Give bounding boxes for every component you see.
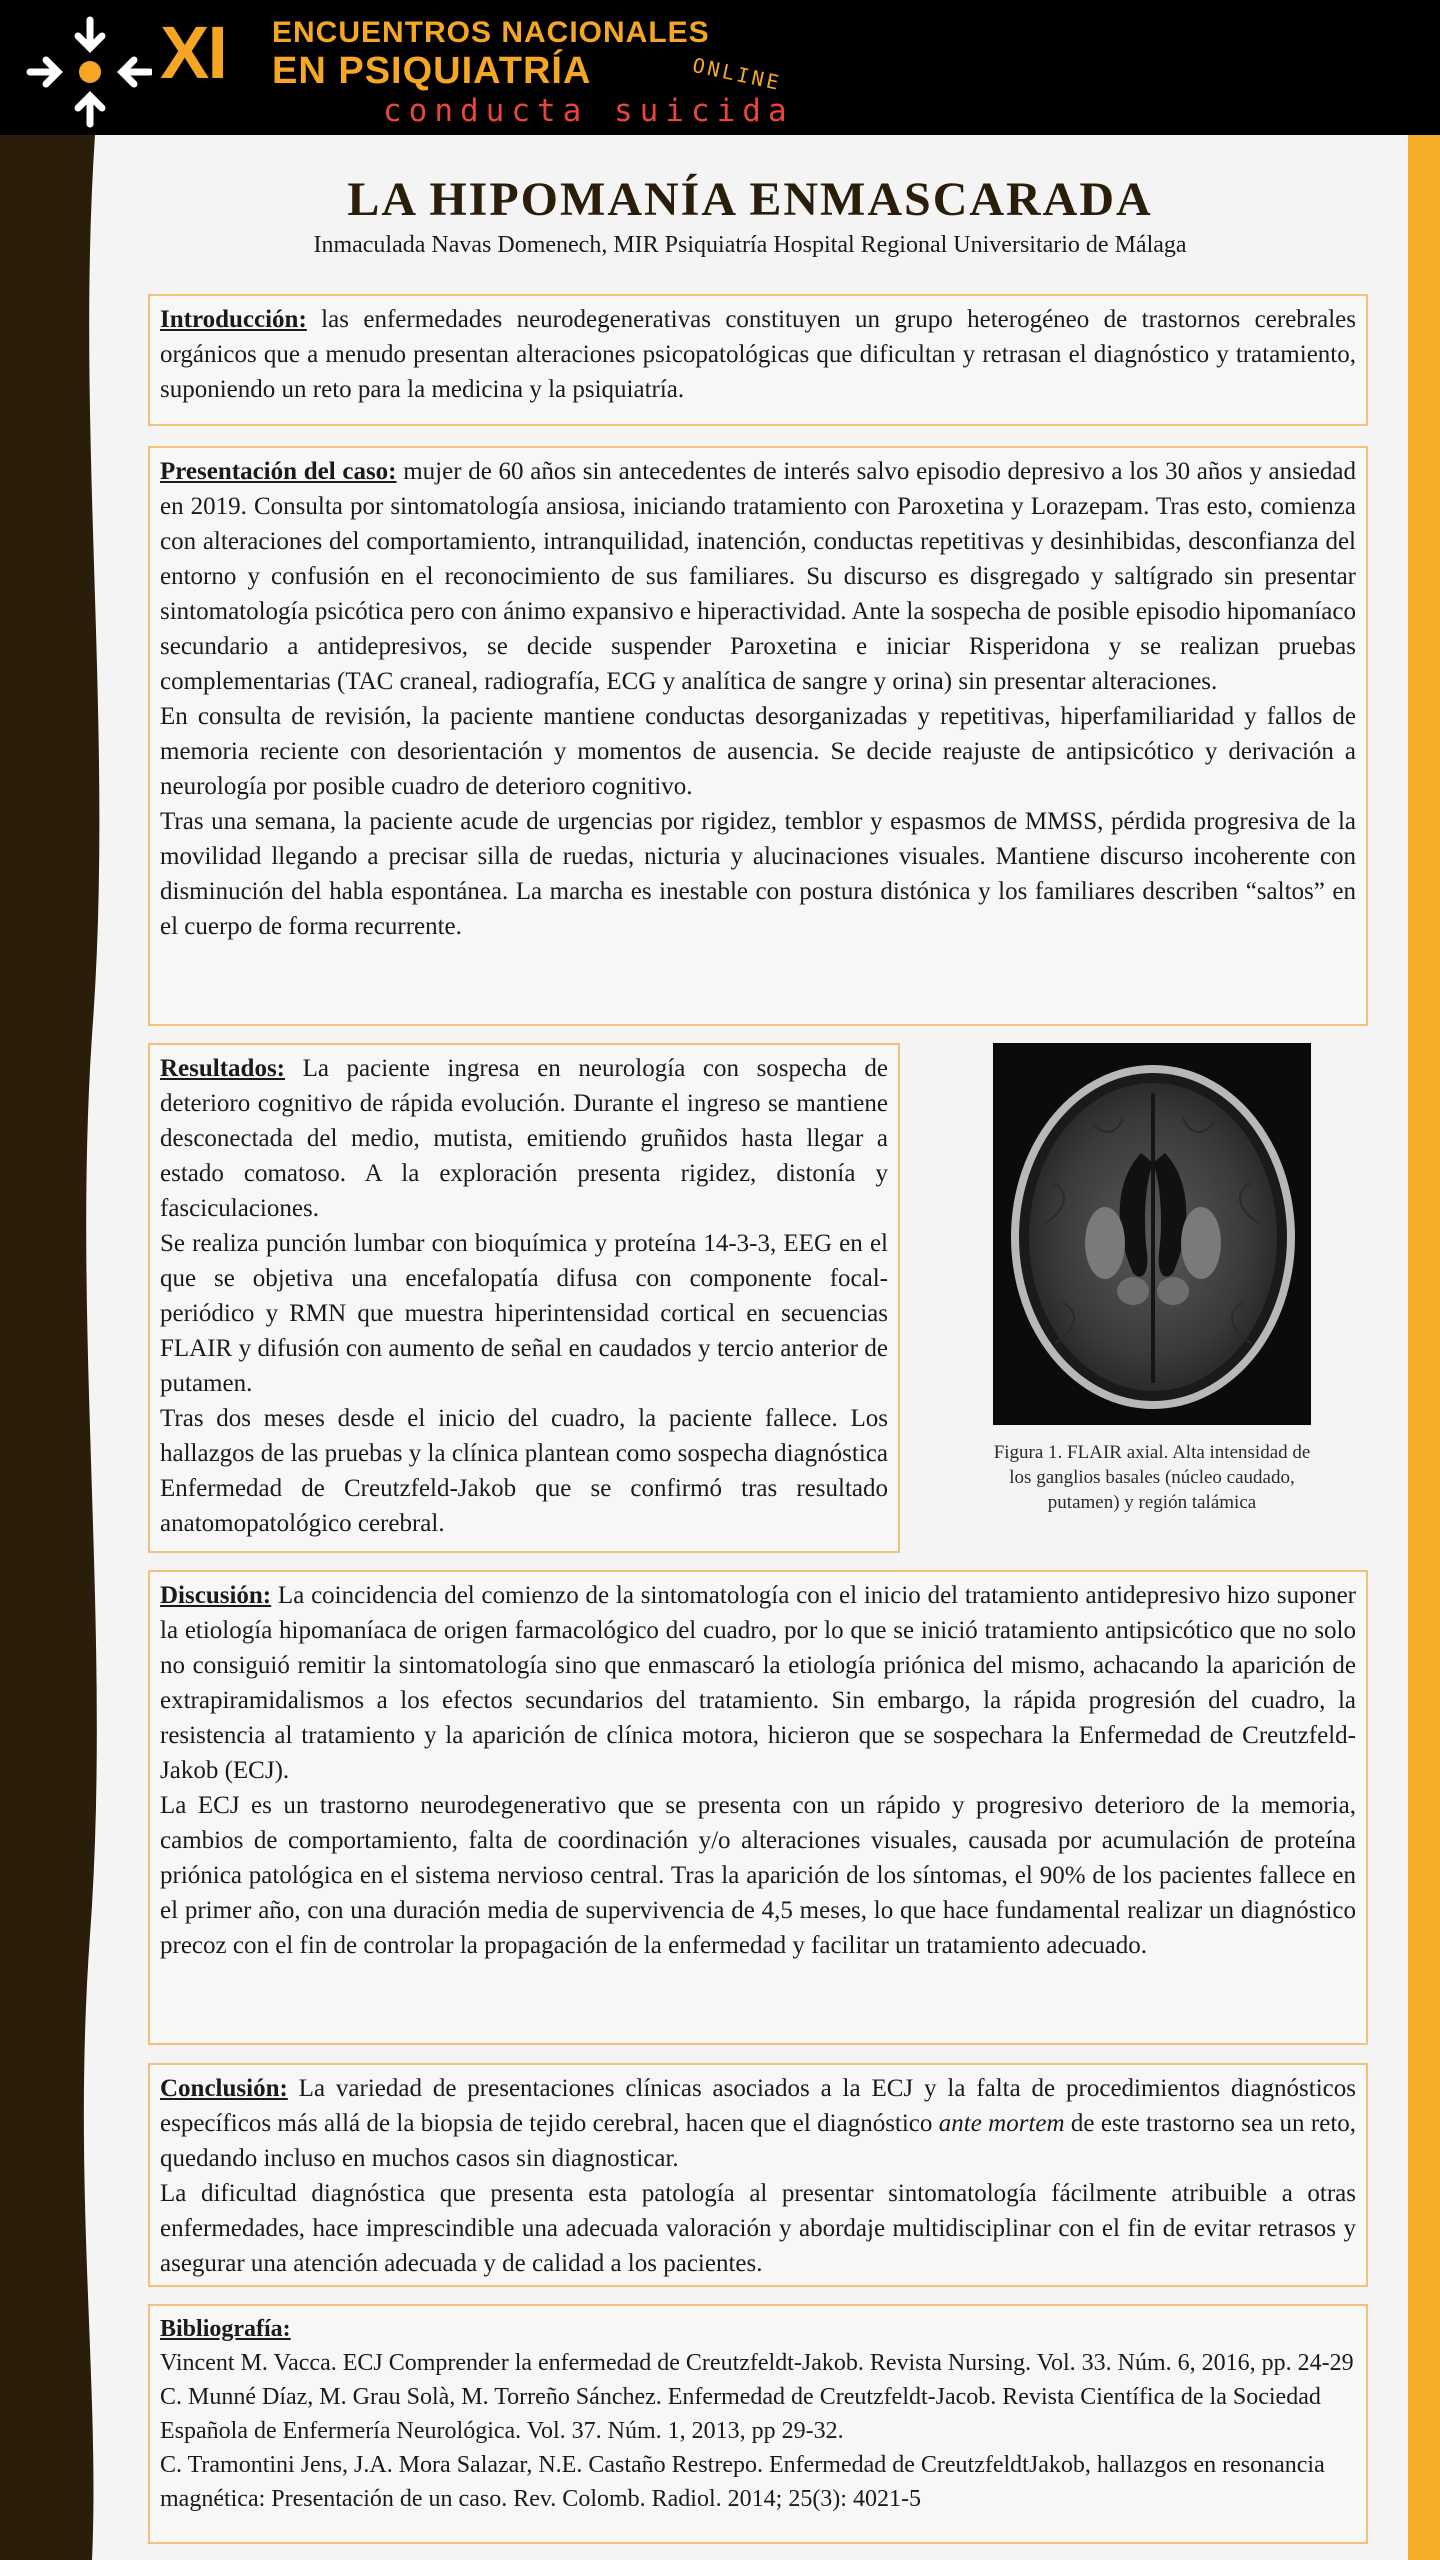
- section-paragraph: La ECJ es un trastorno neurodegenerativo que se presenta con un rápido y progresivo deterioro de la memoria, cambios de comportamiento, falta de coordinación y/o alteraciones visuales, causada por acumulación de proteína priónica patológica en el sistema nervioso central. Tras la aparición de los síntomas, el 90% de los pacientes fallece en el primer año, con una duración media de supervivencia de 4,5 meses, lo que hace fundamental realizar un diagnóstico precoz con el fin de controlar la propagación de la enfermedad y facilitar un tratamiento adecuado.: [160, 1792, 1356, 1959]
- decorative-wave-bar: [0, 135, 110, 2560]
- section-paragraph: Tras dos meses desde el inicio del cuadro, la paciente fallece. Los hallazgos de las pruebas y la clínica plantean como sospecha diagnóstica Enfermedad de Creutzfeld-Jakob que se confirmó tras resultado anatomopatológico cerebral.: [160, 1405, 888, 1537]
- reference-item: Vincent M. Vacca. ECJ Comprender la enfermedad de Creutzfeldt-Jakob. Revista Nursing. Vol. 33. Núm. 6, 2016, pp. 24-29: [160, 2350, 1354, 2376]
- section-paragraph: La dificultad diagnóstica que presenta esta patología al presentar sintomatología fácilmente atribuible a otras enfermedades, hace imprescindible una adecuada valoración y abordaje multidisciplinar con el fin de evitar retrasos y asegurar una atención adecuada y de calidad a los pacientes.: [160, 2180, 1356, 2277]
- event-title-line1: ENCUENTROS NACIONALES: [272, 16, 710, 49]
- section-heading: Conclusión:: [160, 2075, 288, 2102]
- section-heading: Bibliografía:: [160, 2316, 291, 2342]
- section-text: La variedad de presentaciones clínicas asociados a la ECJ y la falta de procedimientos diagnósticos específicos más allá de la biopsia de tejido cerebral, hacen que el diagnóstico: [160, 2075, 1356, 2137]
- reference-item: C. Munné Díaz, M. Grau Solà, M. Torreño Sánchez. Enfermedad de Creutzfeldt-Jacob. Revista Científica de la Sociedad Española de Enfermería Neurológica. Vol. 37. Núm. 1, 2013, pp 29-32.: [160, 2384, 1321, 2444]
- section-paragraph: En consulta de revisión, la paciente mantiene conductas desorganizadas y repetitivas, hiperfamiliaridad y fallos de memoria reciente con desorientación y momentos de ausencia. Se decide reajuste de antipsicótico y derivación a neurología por posible cuadro de deterioro cognitivo.: [160, 703, 1356, 800]
- figure-caption: Figura 1. FLAIR axial. Alta intensidad de los ganglios basales (núcleo caudado, putamen) y región talámica: [993, 1442, 1311, 1513]
- section-text: mujer de 60 años sin antecedentes de interés salvo episodio depresivo a los 30 años y ansiedad en 2019. Consulta por sintomatología ansiosa, iniciando tratamiento con Paroxetina y Lorazepam. Tras esto, comienza con alteraciones del comportamiento, intranquilidad, inatención, conductas repetitivas y desinhibidas, desconfianza del entorno y confusión en el reconocimiento de sus familiares. Su discurso es disgregado y saltígrado sin presentar sintomatología psicótica pero con ánimo expansivo e hiperactividad. Ante la sospecha de posible episodio hipomaníaco secundario a antidepresivos, se decide suspender Paroxetina e iniciar Risperidona y se realizan pruebas complementarias (TAC craneal, radiografía, ECG y analítica de sangre y orina) sin presentar alteraciones.: [160, 458, 1356, 695]
- bibliography-section: [148, 2304, 1368, 2544]
- poster-author: Inmaculada Navas Domenech, MIR Psiquiatría Hospital Regional Universitario de Málaga: [313, 232, 1187, 258]
- discussion-section: [148, 1570, 1368, 2045]
- results-section: [148, 1043, 900, 1553]
- online-label: ONLINE: [690, 52, 784, 96]
- mri-brain-image: [993, 1043, 1311, 1425]
- decorative-accent-bar: [1408, 135, 1440, 2560]
- section-heading: Resultados:: [160, 1055, 286, 1082]
- section-heading: Presentación del caso:: [160, 458, 397, 485]
- section-paragraph: Tras una semana, la paciente acude de urgencias por rigidez, temblor y espasmos de MMSS, pérdida progresiva de la movilidad llegando a precisar silla de ruedas, nicturia y alucinaciones visuales. Mantiene discurso incoherente con disminución del habla espontánea. La marcha es inestable con postura distónica y los familiares describen “saltos” en el cuerpo de forma recurrente.: [160, 808, 1356, 940]
- event-subtitle: conducta suicida: [383, 93, 794, 129]
- section-text: La coincidencia del comienzo de la sintomatología con el inicio del tratamiento antidepresivo hizo suponer la etiología hipomaníaca de origen farmacológico del cuadro, por lo que se inició tratamiento antipsicótico que no solo no consiguió remitir la sintomatología sino que enmascaró la etiología priónica del mismo, achacando la aparición de extrapiramidalismos a los efectos secundarios del tratamiento. Sin embargo, la rápida progresión del cuadro, la resistencia al tratamiento y la aparición de clínica motora, hicieron que se sospechara la Enfermedad de Creutzfeld-Jakob (ECJ).: [160, 1582, 1356, 1784]
- italic-term: ante mortem: [938, 2110, 1065, 2137]
- event-title-line2: EN PSIQUIATRÍA: [272, 50, 592, 92]
- section-text: de este trastorno sea un reto, quedando incluso en muchos casos sin diagnosticar.: [160, 2110, 1357, 2172]
- section-text: La paciente ingresa en neurología con sospecha de deterioro cognitivo de rápida evolución. Durante el ingreso se mantiene desconectada del medio, mutista, emitiendo gruñidos hasta llegar a estado comatoso. A la exploración presenta rigidez, distonía y fasciculaciones.: [160, 1055, 888, 1222]
- conclusion-section: [148, 2063, 1368, 2287]
- reference-item: C. Tramontini Jens, J.A. Mora Salazar, N.E. Castaño Restrepo. Enfermedad de CreutzfeldtJakob, hallazgos en resonancia magnética: Presentación de un caso. Rev. Colomb. Radiol. 2014; 25(3): 4021-5: [160, 2452, 1325, 2512]
- event-logo-icon: [22, 14, 152, 134]
- event-header: [0, 0, 1440, 135]
- case-presentation-section: [148, 446, 1368, 1026]
- section-text: las enfermedades neurodegenerativas constituyen un grupo heterogéneo de trastornos cerebrales orgánicos que a menudo presentan alteraciones psicopatológicas que dificultan y retrasan el diagnóstico y tratamiento, suponiendo un reto para la medicina y la psiquiatría.: [160, 306, 1356, 403]
- poster-title: LA HIPOMANÍA ENMASCARADA: [347, 173, 1153, 226]
- section-heading: Introducción:: [160, 306, 307, 333]
- section-heading: Discusión:: [160, 1582, 272, 1609]
- introduction-section: [148, 294, 1368, 426]
- edition-numeral: XI: [160, 11, 226, 94]
- section-paragraph: Se realiza punción lumbar con bioquímica y proteína 14-3-3, EEG en el que se objetiva una encefalopatía difusa con componente focal-periódico y RMN que muestra hiperintensidad cortical en secuencias FLAIR y difusión con aumento de señal en caudados y tercio anterior de putamen.: [160, 1230, 888, 1397]
